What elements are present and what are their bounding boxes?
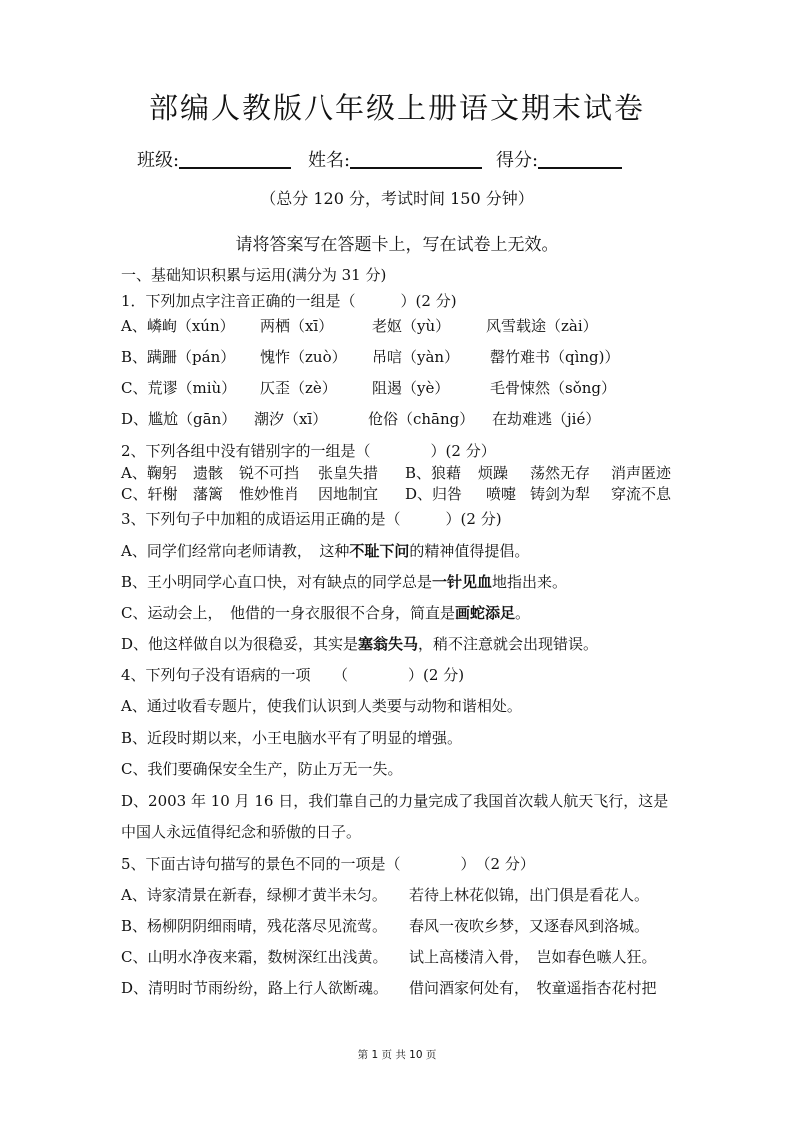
option-cell: 吊唁（yàn） <box>372 348 460 366</box>
bold-idiom: 塞翁失马 <box>358 635 419 653</box>
question-5-option-c <box>121 946 657 967</box>
poem-line: C、山明水净夜来霜，数树深红出浅黄。 <box>121 948 388 966</box>
question-3-option-a <box>121 540 529 561</box>
name-field <box>308 146 482 172</box>
option-cell: 伧俗（chāng） <box>368 410 475 428</box>
option-text: C、运动会上， 他借的一身衣服很不合身，简直是 <box>121 604 455 622</box>
option-cell: 阻遏（yè） <box>372 379 450 397</box>
option-cell: 毛骨悚然（sǒng） <box>490 379 616 397</box>
score-field <box>496 146 622 172</box>
name-label: 姓名: <box>308 150 351 171</box>
bold-idiom: 不耻下问 <box>349 542 410 560</box>
poem-line: 借问酒家何处有， 牧童遥指杏花村把 <box>409 979 657 997</box>
option-text: 。 <box>515 604 531 622</box>
question-4-option-d: D、2003 年 10 月 16 日，我们靠自己的力量完成了我国首次载人航天飞行，这是 <box>121 792 669 810</box>
option-cell: 锐不可挡 <box>239 464 300 482</box>
question-5-option-d <box>121 977 657 998</box>
option-cell: 两栖（xī） <box>260 317 334 335</box>
class-blank <box>179 149 291 169</box>
option-cell: 张皇失措 <box>318 464 379 482</box>
option-cell: A、鞠躬 <box>121 464 177 482</box>
bold-idiom: 画蛇添足 <box>454 604 515 622</box>
poem-line: 若待上林花似锦，出门俱是看花人。 <box>409 886 650 904</box>
class-field <box>137 146 291 172</box>
class-label: 班级: <box>137 150 180 171</box>
option-cell: 遗骸 <box>193 464 224 482</box>
option-text: A、同学们经常向老师请教， 这种 <box>121 542 350 560</box>
option-cell: 穿流不息 <box>611 485 672 503</box>
option-cell: 烦躁 <box>478 464 509 482</box>
option-cell: 荡然无存 <box>530 464 591 482</box>
option-text: 地指出来。 <box>492 573 568 591</box>
option-cell: 铸剑为犁 <box>530 485 591 503</box>
option-cell: D、尴尬（gān） <box>121 410 237 428</box>
question-4-option-b: B、近段时期以来，小王电脑水平有了明显的增强。 <box>121 729 463 747</box>
question-4-stem: 4、下列句子没有语病的一项 （ ）(2 分) <box>121 666 465 684</box>
option-cell: 藩篱 <box>193 485 224 503</box>
question-2-stem: 2、下列各组中没有错别字的一组是（ ）(2 分） <box>121 442 496 460</box>
question-3-option-c <box>121 602 530 623</box>
question-3-option-d <box>121 633 598 654</box>
option-text: B、王小明同学心直口快，对有缺点的同学总是 <box>121 573 433 591</box>
option-cell: 老妪（yù） <box>372 317 451 335</box>
option-cell: C、轩榭 <box>121 485 178 503</box>
question-5-stem: 5、下面古诗句描写的景色不同的一项是（ ） （2 分） <box>121 855 535 873</box>
option-cell: D、归咎 <box>405 485 463 503</box>
option-cell: 潮汐（xī） <box>254 410 328 428</box>
page-title: 部编人教版八年级上册语文期末试卷 <box>148 91 645 125</box>
question-1-stem: 1．下列加点字注音正确的一组是（ ）(2 分) <box>121 292 457 310</box>
option-cell: 仄歪（zè） <box>260 379 337 397</box>
page-footer: 第 1 页 共 10 页 <box>357 1049 437 1061</box>
option-cell: B、蹒跚（pán） <box>121 348 236 366</box>
option-text: D、他这样做自以为很稳妥，其实是 <box>121 635 359 653</box>
section-heading: 一、基础知识积累与运用(满分为 31 分) <box>121 266 387 284</box>
option-cell: 喷嚏 <box>486 485 517 503</box>
poem-line: B、杨柳阴阴细雨晴，残花落尽见流莺。 <box>121 917 388 935</box>
poem-line: A、诗家清景在新春，绿柳才黄半未匀。 <box>121 886 387 904</box>
exam-info-note: （总分 120 分，考试时间 150 分钟） <box>260 189 534 208</box>
question-3-option-b <box>121 571 567 592</box>
question-5-option-a <box>121 884 650 905</box>
option-cell: C、荒谬（miù） <box>121 379 237 397</box>
poem-line: D、清明时节雨纷纷，路上行人欲断魂。 <box>121 979 389 997</box>
option-cell: 因地制宜 <box>318 485 379 503</box>
score-label: 得分: <box>496 150 539 171</box>
answer-instruction: 请将答案写在答题卡上，写在试卷上无效。 <box>235 235 559 255</box>
poem-line: 试上高楼清入骨， 岂如春色嗾人狂。 <box>409 948 657 966</box>
option-cell: 惟妙惟肖 <box>239 485 300 503</box>
question-4-option-d-cont: 中国人永远值得纪念和骄傲的日子。 <box>121 823 362 841</box>
question-3-stem: 3、下列句子中加粗的成语运用正确的是（ ）(2 分) <box>121 510 502 528</box>
question-5-option-b <box>121 915 650 936</box>
option-cell: 愧怍（zuò） <box>260 348 347 366</box>
question-4-option-a: A、通过收看专题片，使我们认识到人类要与动物和谐相处。 <box>121 697 522 715</box>
name-blank <box>350 149 482 169</box>
option-cell: 在劫难逃（jié） <box>492 410 601 428</box>
option-cell: 罄竹难书（qìng)） <box>490 348 620 366</box>
option-cell: 消声匿迹 <box>611 464 672 482</box>
score-blank <box>538 149 622 169</box>
option-cell: A、嶙峋（xún） <box>121 317 235 335</box>
option-text: 的精神值得提倡。 <box>409 542 530 560</box>
option-cell: B、狼藉 <box>405 464 462 482</box>
poem-line: 春风一夜吹乡梦，又逐春风到洛城。 <box>409 917 650 935</box>
question-4-option-c: C、我们要确保安全生产，防止万无一失。 <box>121 760 403 778</box>
option-cell: 风雪载途（zài） <box>486 317 598 335</box>
option-text: ，稍不注意就会出现错误。 <box>418 635 599 653</box>
bold-idiom: 一针见血 <box>432 573 493 591</box>
